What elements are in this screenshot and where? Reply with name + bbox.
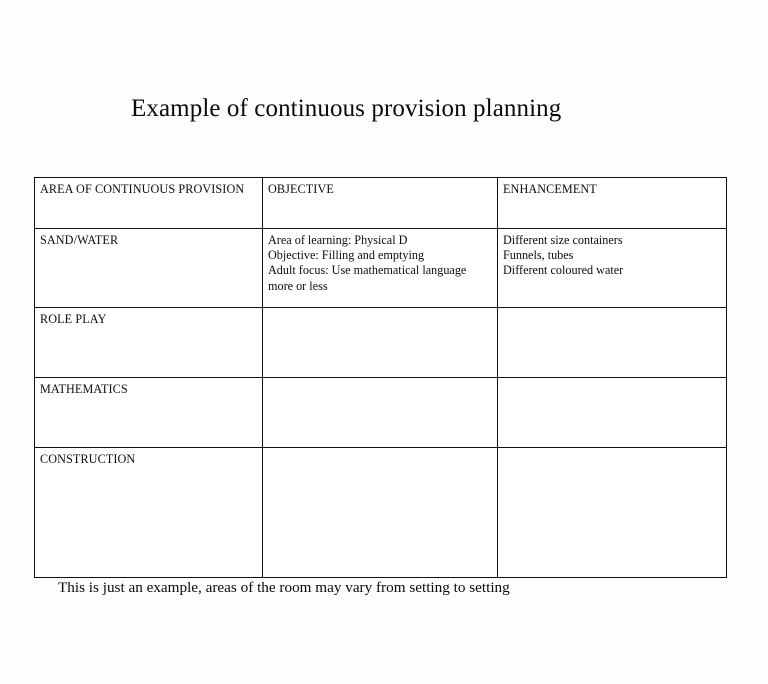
area-label: SAND/WATER	[40, 233, 119, 247]
cell-area-sand-water	[35, 229, 263, 308]
area-label: MATHEMATICS	[40, 382, 128, 396]
cell-objective-construction	[263, 448, 498, 578]
objective-line: Area of learning: Physical D	[268, 233, 408, 247]
cell-objective-mathematics	[263, 378, 498, 448]
header-cell-objective	[263, 178, 498, 229]
header-label-enhancement: ENHANCEMENT	[503, 182, 597, 196]
area-label: CONSTRUCTION	[40, 452, 136, 466]
cell-enhancement-role-play	[498, 308, 727, 378]
objective-line: Adult focus: Use mathematical language	[268, 263, 467, 278]
cell-area-role-play	[35, 308, 263, 378]
cell-area-mathematics	[35, 378, 263, 448]
page-title: Example of continuous provision planning	[131, 95, 562, 122]
header-label-area: AREA OF CONTINUOUS PROVISION	[40, 182, 245, 196]
table-header-row	[35, 178, 727, 229]
area-label: ROLE PLAY	[40, 312, 107, 326]
cell-objective-role-play	[263, 308, 498, 378]
enhancement-line-list	[503, 233, 721, 279]
enhancement-line: Different size containers	[503, 233, 623, 247]
enhancement-line: Funnels, tubes	[503, 248, 574, 263]
cell-enhancement-mathematics	[498, 378, 727, 448]
enhancement-line: Different coloured water	[503, 263, 624, 278]
continuous-provision-table	[34, 177, 727, 578]
cell-objective-sand-water	[263, 229, 498, 308]
table-row	[35, 378, 727, 448]
cell-enhancement-sand-water	[498, 229, 727, 308]
table-row	[35, 448, 727, 578]
objective-line: more or less	[268, 278, 328, 293]
table-row	[35, 229, 727, 308]
objective-line: Objective: Filling and emptying	[268, 248, 425, 263]
header-label-objective: OBJECTIVE	[268, 182, 334, 196]
footer-note: This is just an example, areas of the room may vary from setting to setting	[58, 579, 510, 596]
cell-area-construction	[35, 448, 263, 578]
objective-line-list	[268, 233, 492, 294]
header-cell-enhancement	[498, 178, 727, 229]
header-cell-area	[35, 178, 263, 229]
cell-enhancement-construction	[498, 448, 727, 578]
table-row	[35, 308, 727, 378]
